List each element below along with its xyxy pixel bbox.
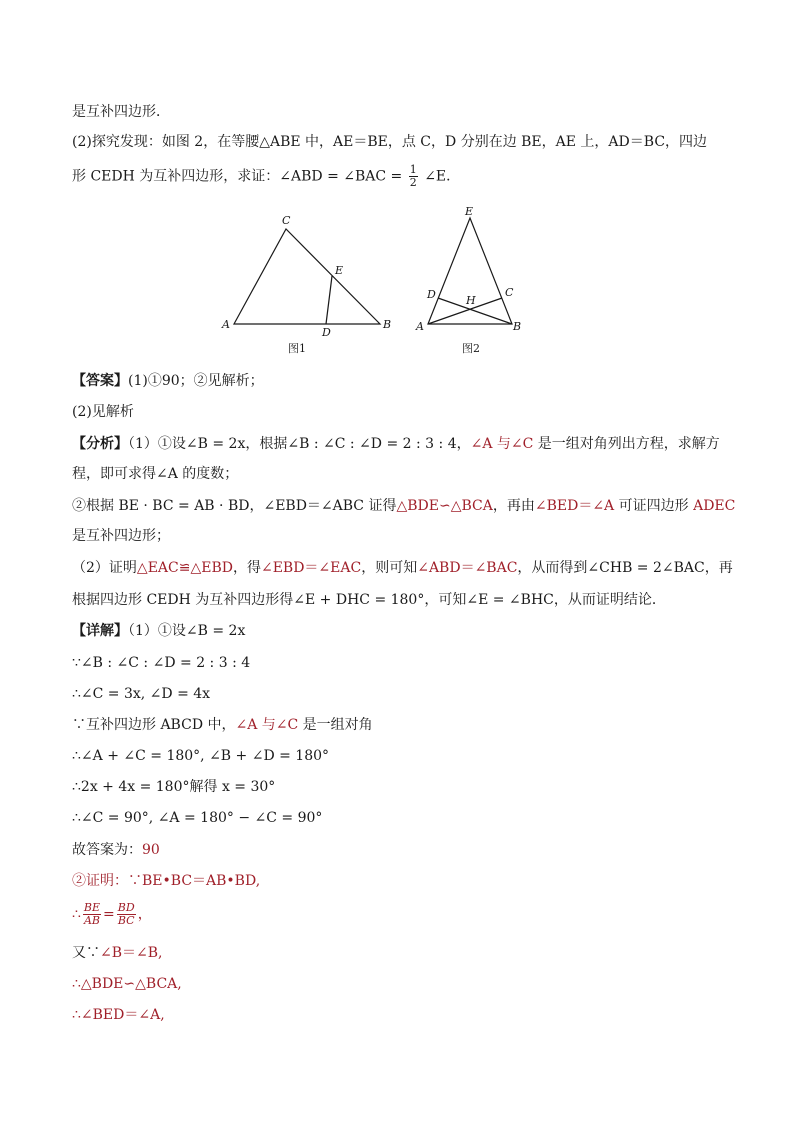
text-line: ∴2x + 4x = 180°解得 x = 30° <box>72 779 276 795</box>
text-segment: 形 CEDH 为互补四边形，求证：∠ABD = ∠BAC = <box>72 168 403 185</box>
text-line: (2)见解析 <box>72 404 134 420</box>
text-line: (2)探究发现：如图 2，在等腰△ABE 中，AE＝BE，点 C，D 分别在边 BE，AE 上，AD＝BC，四边 <box>72 134 708 150</box>
text-segment: 是一组对角 <box>298 717 373 733</box>
text-segment: = <box>103 906 115 923</box>
fraction-numerator: BE <box>83 901 101 914</box>
text-segment: 可证四边形 <box>614 498 694 514</box>
text-line: ∵∠B : ∠C : ∠D = 2 : 3 : 4 <box>72 655 251 671</box>
label-a: A <box>416 320 424 333</box>
text-line: 根据四边形 CEDH 为互补四边形得∠E + DHC = 180°，可知∠E = ∠BHC，从而证明结论． <box>72 592 666 608</box>
text-segment-highlight: △EAC≌△EBD <box>136 560 233 576</box>
label-e: E <box>465 205 474 218</box>
text-line <box>72 434 720 454</box>
text-segment: ，得 <box>232 560 261 576</box>
text-segment-highlight: ∠A 与∠C <box>235 717 299 733</box>
text-line: ∴∠A + ∠C = 180°, ∠B + ∠D = 180° <box>72 748 330 764</box>
text-segment-highlight: △BDE∽△BCA <box>396 498 493 514</box>
fraction-denominator: AB <box>83 914 100 927</box>
label-a: A <box>222 318 230 331</box>
text-segment: ，从而得到∠CHB = 2∠BAC，再 <box>517 560 733 576</box>
text-line: 是互补四边形； <box>72 528 170 544</box>
text-segment: ②根据 BE · BC = AB · BD，∠EBD＝∠ABC 证得 <box>72 498 397 514</box>
fraction <box>83 902 101 927</box>
text-line: ∴∠C = 90°, ∠A = 180° − ∠C = 90° <box>72 810 323 826</box>
text-line <box>72 164 460 189</box>
text-line: ②证明：∵BE•BC＝AB•BD, <box>72 873 261 889</box>
triangle-abe <box>428 218 512 324</box>
text-segment-highlight: ∠ABD＝∠BAC <box>417 560 518 576</box>
detail-tag: 【详解】 <box>72 623 128 639</box>
label-b: B <box>383 318 392 331</box>
fraction-denominator: 2 <box>409 176 417 189</box>
triangle-abc <box>234 229 380 324</box>
text-segment-highlight: , <box>158 945 163 961</box>
fraction <box>409 164 418 189</box>
analysis-tag: 【分析】 <box>72 436 128 452</box>
text-line <box>72 840 160 860</box>
label-d: D <box>322 326 331 339</box>
text-segment-highlight: ∠A 与∠C <box>470 436 534 452</box>
text-segment: 是一组对角列出方程，求解方 <box>533 436 720 452</box>
text-segment: ∠E． <box>424 168 461 185</box>
text-segment-highlight: ∠B＝∠B <box>100 945 159 961</box>
label-c: C <box>282 214 291 227</box>
fraction-denominator: BC <box>117 914 135 927</box>
text-line: 是互补四边形． <box>72 104 170 120</box>
fraction-numerator: 1 <box>409 163 417 176</box>
text-line <box>72 902 152 927</box>
text-line <box>72 558 733 578</box>
text-segment: (1)①90；②见解析； <box>128 373 264 389</box>
fraction <box>117 902 136 927</box>
text-line <box>72 943 163 963</box>
text-line: ∴△BDE∽△BCA, <box>72 976 182 992</box>
text-line: ∴∠C = 3x, ∠D = 4x <box>72 686 211 702</box>
text-line <box>72 715 373 735</box>
text-segment-highlight: ADEC <box>693 498 736 514</box>
label-e: E <box>335 264 344 277</box>
text-line <box>72 621 245 641</box>
text-segment: ∴ <box>72 906 81 923</box>
segment-ac <box>428 298 502 324</box>
text-line: 程，即可求得∠A 的度数； <box>72 466 239 482</box>
text-segment: ，再由 <box>492 498 535 514</box>
text-line <box>72 371 264 391</box>
text-segment: ，则可知 <box>361 560 418 576</box>
text-segment: 故答案为： <box>72 842 142 858</box>
text-segment: ， <box>137 906 152 923</box>
answer-tag: 【答案】 <box>72 373 128 389</box>
fraction-numerator: BD <box>117 901 135 914</box>
text-segment: 又∵ <box>72 945 100 961</box>
label-c: C <box>505 286 514 299</box>
label-d: D <box>427 288 436 301</box>
label-b: B <box>513 320 522 333</box>
text-segment-highlight: ∠BED＝∠A <box>534 498 615 514</box>
text-segment-highlight: ∠EBD＝∠EAC <box>260 560 362 576</box>
text-segment: （2）证明 <box>72 560 137 576</box>
figure-2-caption: 图2 <box>462 342 480 355</box>
text-line <box>72 496 735 516</box>
label-h: H <box>466 294 476 307</box>
figure-2 <box>410 200 540 360</box>
text-line: ∴∠BED＝∠A, <box>72 1007 165 1023</box>
text-segment: （1）①设∠B = 2x <box>128 623 246 639</box>
text-segment-highlight: 90 <box>142 842 160 858</box>
figure-1-caption: 图1 <box>288 342 306 355</box>
text-segment: （1）①设∠B = 2x，根据∠B : ∠C : ∠D = 2 : 3 : 4， <box>128 436 471 452</box>
segment-de <box>326 276 332 324</box>
text-segment: ∵互补四边形 ABCD 中， <box>72 717 236 733</box>
figure-1 <box>218 210 398 360</box>
